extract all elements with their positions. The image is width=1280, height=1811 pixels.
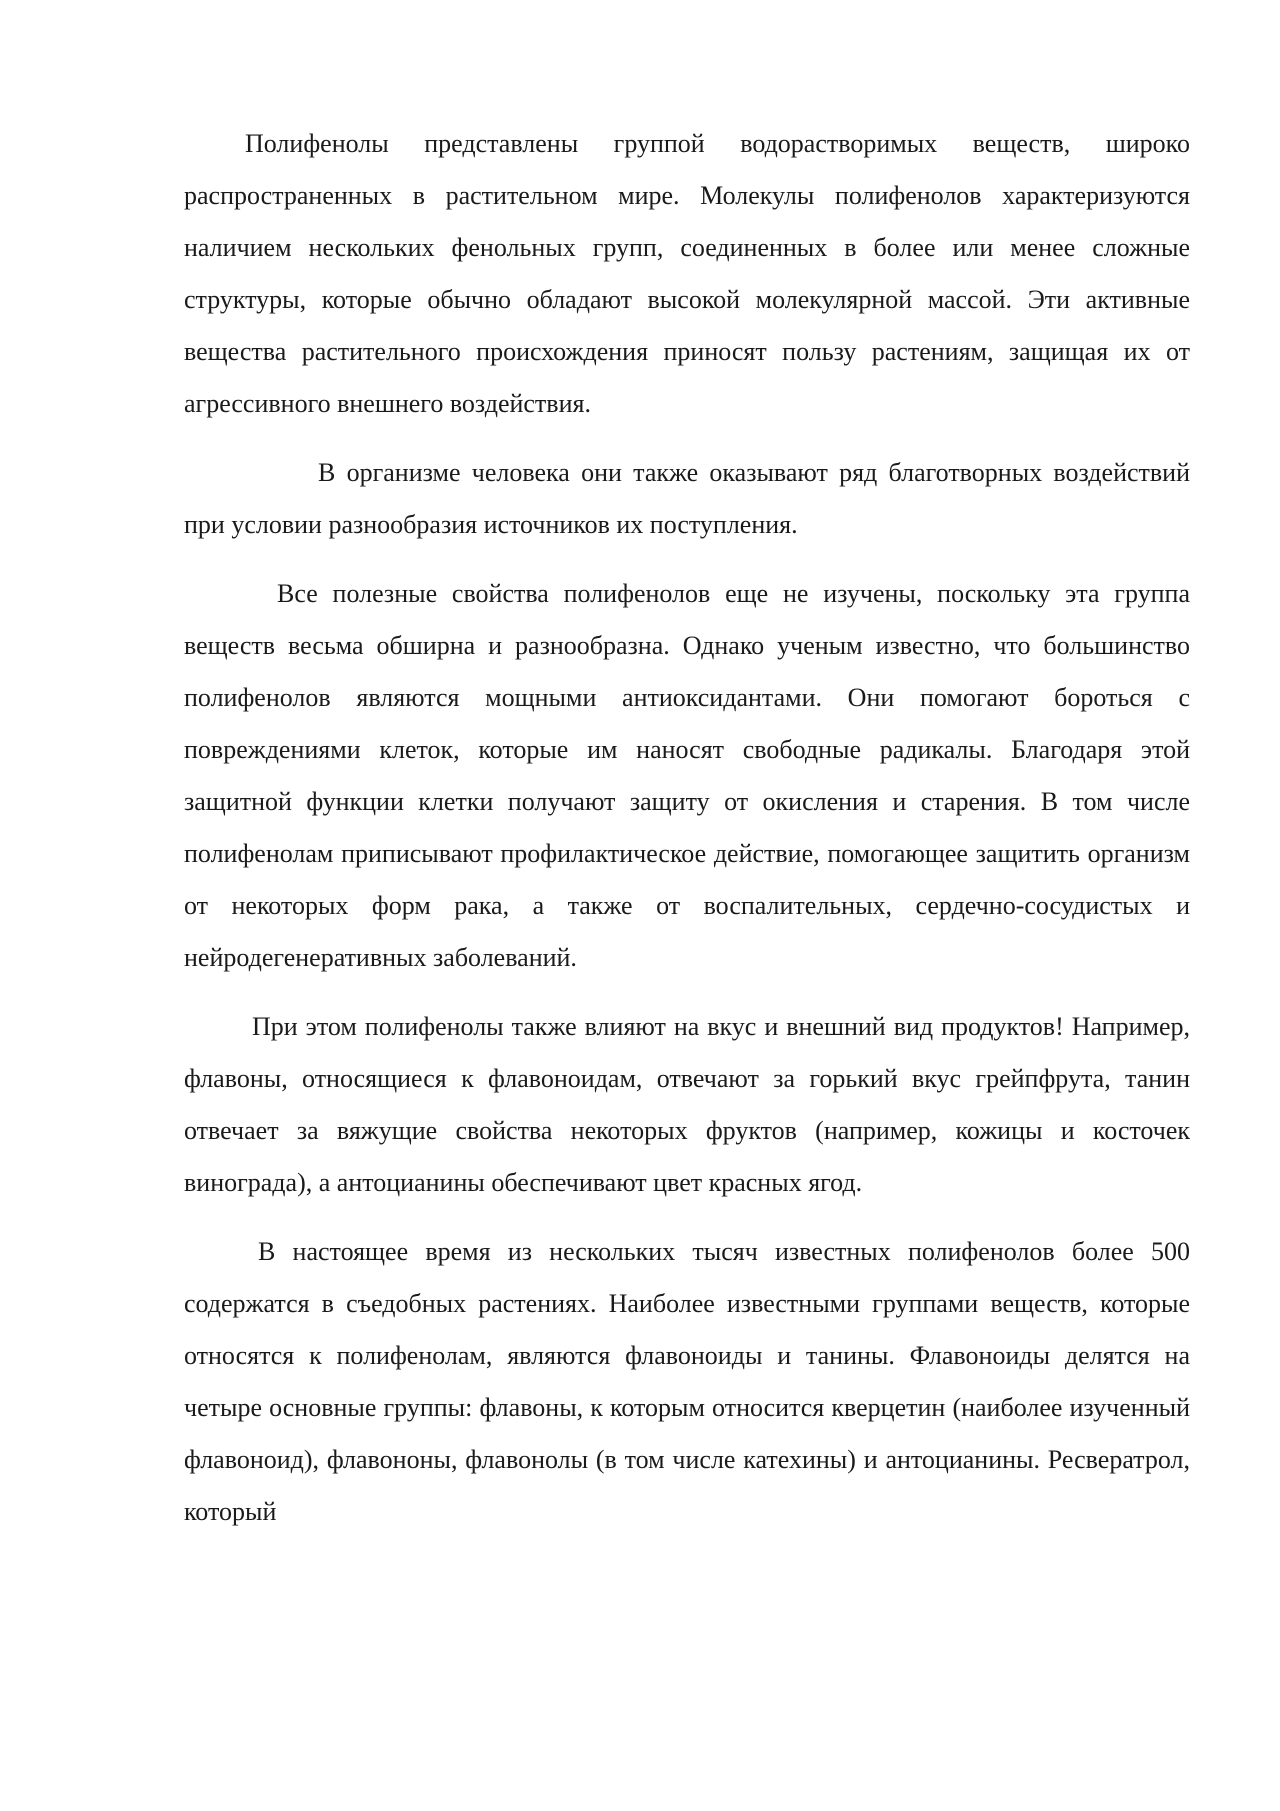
paragraph-1: Полифенолы представлены группой водорастворимых веществ, широко распространенных в растительном мире. Молекулы полифенолов характеризуются наличием нескольких фенольных групп, соединенных в более или менее сложные структуры, которые обычно обладают высокой молекулярной массой. Эти активные вещества растительного происхождения приносят пользу растениям, защищая их от агрессивного внешнего воздействия. xyxy=(184,129,1190,418)
paragraph-2: В организме человека они также оказывают ряд благотворных воздействий при условии разнообразия источников их поступления. xyxy=(184,458,1190,539)
paragraph-3: Все полезные свойства полифенолов еще не изучены, поскольку эта группа веществ весьма обширна и разнообразна. Однако ученым известно, что большинство полифенолов являются мощными антиоксидантами. Они помогают бороться с повреждениями клеток, которые им наносят свободные радикалы. Благодаря этой защитной функции клетки получают защиту от окисления и старения. В том числе полифенолам приписывают профилактическое действие, помогающее защитить организм от некоторых форм рака, а также от воспалительных, сердечно-сосудистых и нейродегенеративных заболеваний. xyxy=(184,579,1190,972)
paragraph-5: В настоящее время из нескольких тысяч известных полифенолов более 500 содержатся в съедобных растениях. Наиболее известными группами веществ, которые относятся к полифенолам, являются флавоноиды и танины. Флавоноиды делятся на четыре основные группы: флавоны, к которым относится кверцетин (наиболее изученный флавоноид), флавононы, флавонолы (в том числе катехины) и антоцианины. Ресвератрол, который xyxy=(184,1237,1190,1526)
document-body xyxy=(184,118,1190,1555)
paragraph-4: При этом полифенолы также влияют на вкус и внешний вид продуктов! Например, флавоны, относящиеся к флавоноидам, отвечают за горький вкус грейпфрута, танин отвечает за вяжущие свойства некоторых фруктов (например, кожицы и косточек винограда), а антоцианины обеспечивают цвет красных ягод. xyxy=(184,1012,1190,1197)
